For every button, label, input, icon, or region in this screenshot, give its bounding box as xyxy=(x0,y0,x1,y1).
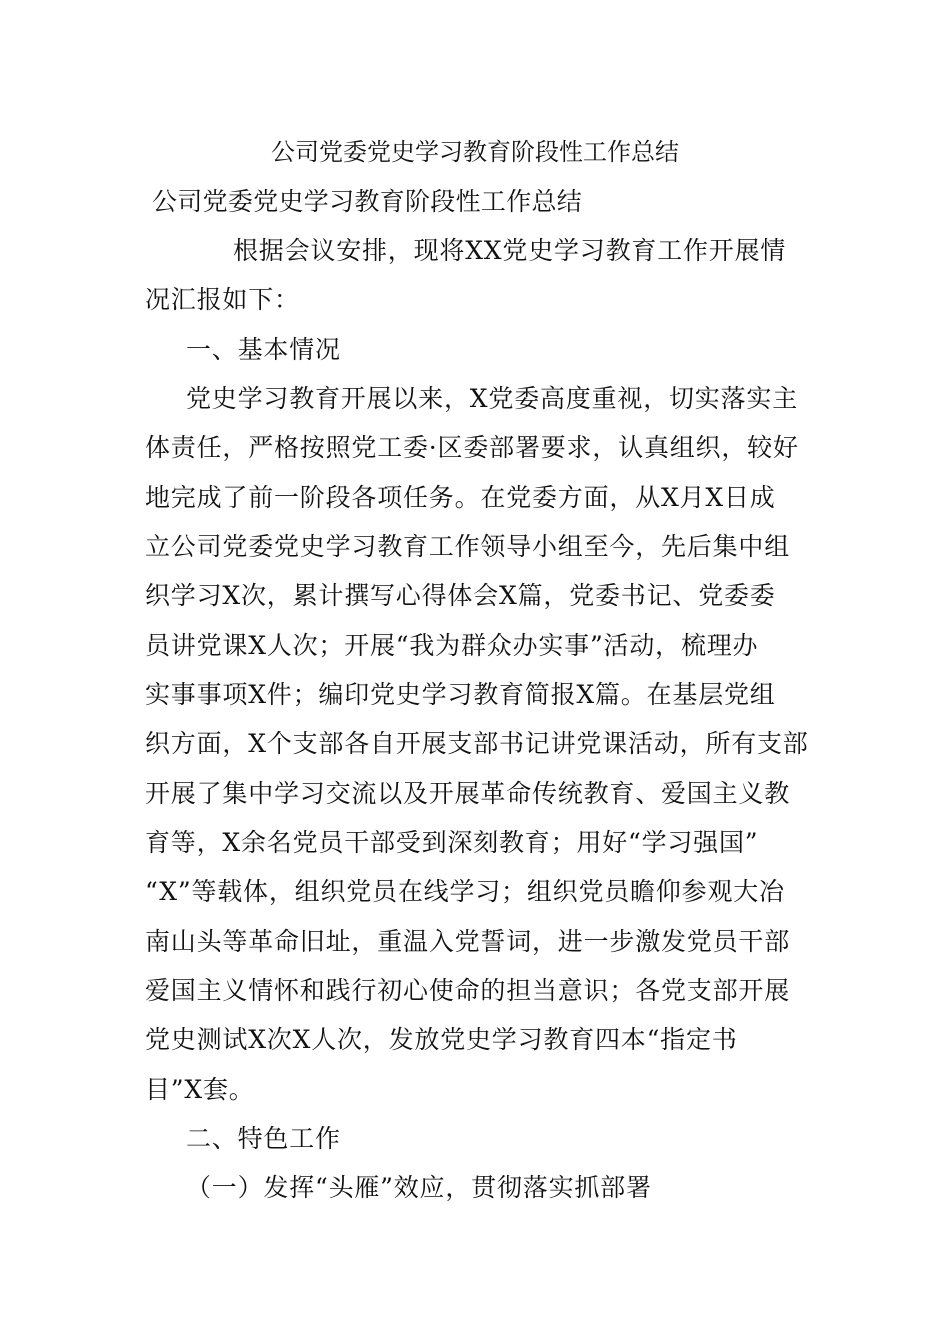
paragraph-line: 织方面，X个支部各自开展支部书记讲党课活动，所有支部 xyxy=(145,729,809,758)
paragraph-line: “X”等载体，组织党员在线学习；组织党员瞻仰参观大冶 xyxy=(145,877,785,906)
paragraph-line: 实事事项X件；编印党史学习教育简报X篇。在基层党组 xyxy=(145,680,776,709)
paragraph-line: 织学习X次，累计撰写心得体会X篇，党委书记、党委委 xyxy=(145,581,776,610)
intro-line: 根据会议安排，现将XX党史学习教育工作开展情 xyxy=(233,236,787,265)
document-title: 公司党委党史学习教育阶段性工作总结 xyxy=(271,138,679,166)
paragraph-line: 员讲党课X人次；开展“我为群众办实事”活动，梳理办 xyxy=(145,631,759,660)
paragraph-line: 地完成了前一阶段各项任务。在党委方面，从X月X日成 xyxy=(145,483,776,512)
paragraph-line: 爱国主义情怀和践行初心使命的担当意识；各党支部开展 xyxy=(145,976,791,1005)
subsection-heading: （一）发挥“头雁”效应，贯彻落实抓部署 xyxy=(186,1173,652,1202)
paragraph-line: 目”X套。 xyxy=(145,1075,255,1104)
paragraph-line: 开展了集中学习交流以及开展革命传统教育、爱国主义教 xyxy=(145,779,791,808)
section-heading: 一、基本情况 xyxy=(186,335,341,364)
paragraph-line: 党史学习教育开展以来，X党委高度重视，切实落实主 xyxy=(186,384,798,413)
document-subtitle: 公司党委党史学习教育阶段性工作总结 xyxy=(152,187,583,216)
intro-line: 况汇报如下： xyxy=(145,285,300,314)
paragraph-line: 立公司党委党史学习教育工作领导小组至今，先后集中组 xyxy=(145,532,791,561)
paragraph-line: 南山头等革命旧址，重温入党誓词，进一步激发党员干部 xyxy=(145,927,791,956)
paragraph-line: 育等，X余名党员干部受到深刻教育；用好“学习强国” xyxy=(145,828,759,857)
section-heading: 二、特色工作 xyxy=(186,1124,341,1153)
paragraph-line: 党史测试X次X人次，发放党史学习教育四本“指定书 xyxy=(145,1025,738,1054)
paragraph-line: 体责任，严格按照党工委·区委部署要求，认真组织，较好 xyxy=(145,433,799,462)
